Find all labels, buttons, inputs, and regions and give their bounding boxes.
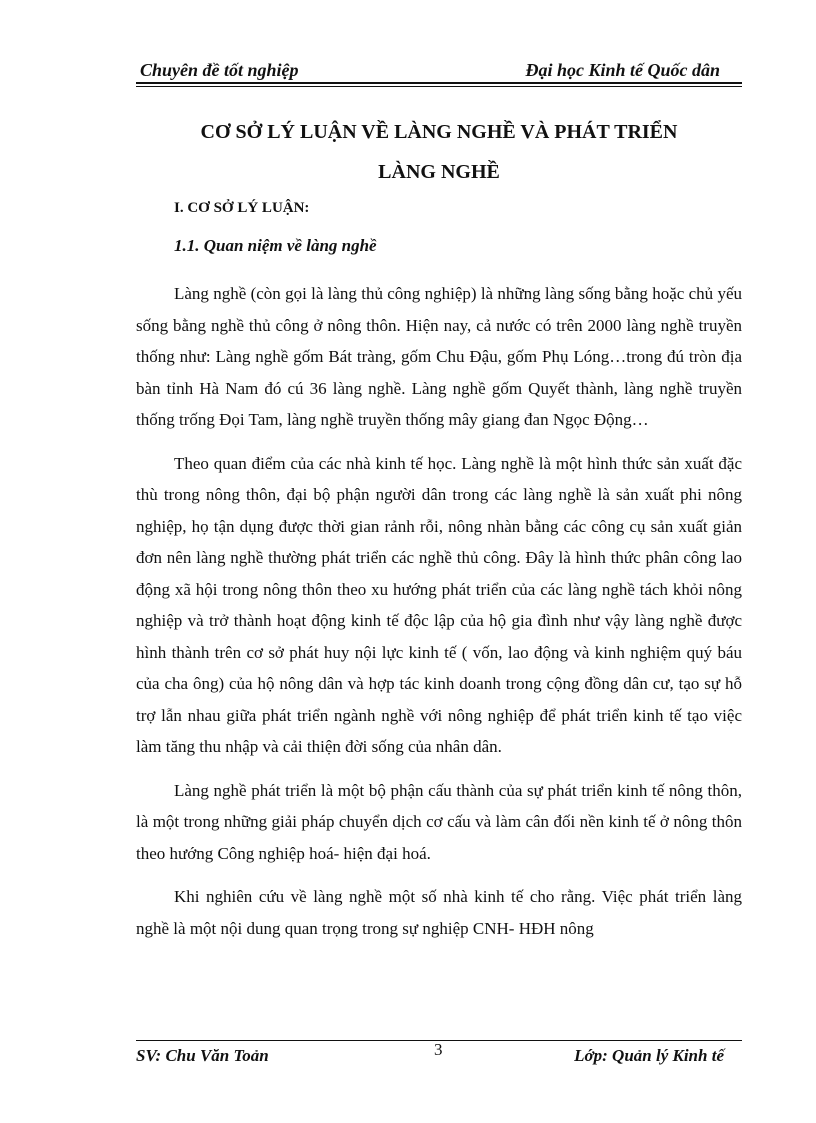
paragraph-1: Làng nghề (còn gọi là làng thủ công nghiệp) là những làng sống bằng hoặc chủ yếu sống bằng nghề thủ công ở nông thôn. Hiện nay, cả nước có trên 2000 làng nghề truyền thống như: Làng nghề gốm Bát tràng, gốm Chu Đậu, gốm Phụ Lóng…trong đú tròn địa bàn tỉnh Hà Nam đó cú 36 làng nghề. Làng nghề gốm Quyết thành, làng nghề truyền thống trống Đọi Tam, làng nghề truyền thống mây giang đan Ngọc Động… (136, 284, 742, 429)
title-line-2: LÀNG NGHỀ (378, 161, 500, 183)
page-header (136, 58, 742, 84)
title-line-1: CƠ SỞ LÝ LUẬN VỀ LÀNG NGHỀ VÀ PHÁT TRIỂN (200, 121, 678, 143)
header-rule-thin (136, 86, 742, 87)
paragraph-3: Làng nghề phát triển là một bộ phận cấu thành của sự phát triển kinh tế nông thôn, là một trong những giải pháp chuyển dịch cơ cấu và làm cân đối nền kinh tế ở nông thôn theo hướng Công nghiệp hoá- hiện đại hoá. (136, 780, 742, 863)
header-rule-thick (136, 82, 742, 84)
page-number: 3 (434, 1040, 443, 1059)
footer-student-name: SV: Chu Văn Toản (136, 1046, 269, 1065)
header-right-text: Đại học Kinh tế Quốc dân (525, 60, 720, 80)
paragraph-4: Khi nghiên cứu về làng nghề một số nhà kinh tế cho rằng. Việc phát triển làng nghề là một nội dung quan trọng trong sự nghiệp CNH- HĐH nông (136, 887, 742, 938)
document-title (136, 112, 742, 192)
body-text (136, 278, 742, 956)
sub-heading: 1.1. Quan niệm về làng nghề (174, 236, 377, 255)
page-footer (136, 1040, 742, 1068)
footer-class-name: Lớp: Quản lý Kinh tế (574, 1046, 724, 1065)
header-left-text: Chuyên đề tốt nghiệp (140, 60, 299, 80)
paragraph-2: Theo quan điểm của các nhà kinh tế học. Làng nghề là một hình thức sản xuất đặc thù trong nông thôn, đại bộ phận người dân trong các làng nghề là sản xuất phi nông nghiệp, họ tận dụng được thời gian rảnh rỗi, nông nhàn bằng các công cụ sản xuất giản đơn nên làng nghề thường phát triển các nghề thủ công. Đây là hình thức phân công lao động xã hội trong nông thôn theo xu hướng phát triển của các làng nghề tách khỏi nông nghiệp và trở thành hoạt động kinh tế độc lập của hộ gia đình như vậy làng nghề được hình thành trên cơ sở phát huy nội lực kinh tế ( vốn, lao động và kinh nghiệm quý báu của cha ông) của hộ nông dân và hợp tác kinh doanh trong cộng đồng dân cư, tạo sự hỗ trợ lẫn nhau giữa phát triển ngành nghề với nông nghiệp để phát triển kinh tế tạo việc làm tăng thu nhập và cải thiện đời sống của nhân dân. (136, 453, 742, 756)
section-heading: I. CƠ SỞ LÝ LUẬN: (174, 200, 310, 216)
